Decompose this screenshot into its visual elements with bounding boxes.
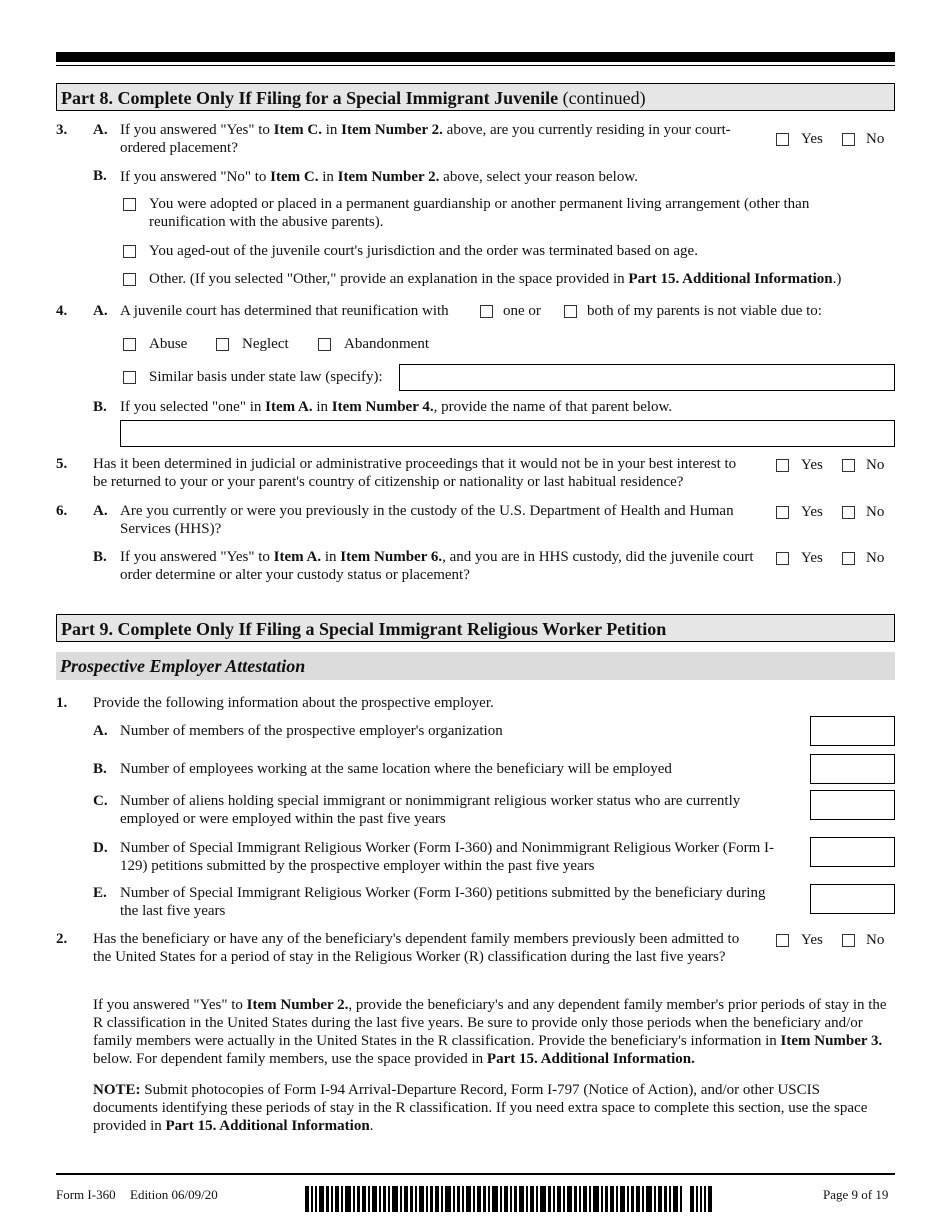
q3b-agedout-checkbox[interactable] (123, 245, 136, 258)
q3b-other-label: Other. (If you selected "Other," provide an explanation in the space provided in Part 15. Additional Information.) (149, 271, 842, 287)
p9-q1a-text: Number of members of the prospective employer's organization (120, 723, 503, 739)
q3-number: 3. (56, 122, 68, 138)
footer-edition: Edition 06/09/20 (130, 1187, 218, 1202)
p9-q2-text: Has the beneficiary or have any of the beneficiary's dependent family members previously been admitted to the United States for a period of stay in the Religious Worker (R) classification during the last five years? (93, 931, 740, 965)
q6a-no-checkbox[interactable] (842, 506, 855, 519)
q4-neglect-label: Neglect (242, 336, 289, 352)
part9-subhead: Prospective Employer Attestation (56, 652, 895, 680)
q6b-no-label: No (866, 550, 885, 566)
q4-similar-label: Similar basis under state law (specify): (149, 369, 383, 385)
q5-yes-label: Yes (801, 457, 823, 473)
p9-q2-instructions: If you answered "Yes" to Item Number 2., provide the beneficiary's and any dependent family member's prior periods of stay in the R classification in the United States during the last five years. Be sure to provide only those periods when the beneficiary and/or family members were actually in the United States in the R classification. Provide the beneficiary's information in Item Number 3. below. For dependent family members, use the space provided in Part 15. Additional Information. (93, 997, 887, 1067)
q6b-yes-label: Yes (801, 550, 823, 566)
q3a-no-checkbox[interactable] (842, 133, 855, 146)
footer-rule (56, 1173, 895, 1175)
top-rule-thick (56, 52, 895, 62)
p9-q1d-text: Number of Special Immigrant Religious Worker (Form I-360) and Nonimmigrant Religious Worker (Form I-129) petitions submitted by the prospective employer within the past five years (120, 840, 774, 874)
p9-q1a-input[interactable] (810, 716, 895, 746)
q4a-text: A juvenile court has determined that reunification with (120, 303, 449, 319)
q6b-yes-checkbox[interactable] (776, 552, 789, 565)
p9-q1d-input[interactable] (810, 837, 895, 867)
q4a-label: A. (93, 303, 108, 319)
p9-q2-no-label: No (866, 932, 885, 948)
p9-q1d-label: D. (93, 840, 108, 856)
q4a-one-checkbox[interactable] (480, 305, 493, 318)
q3a-no-label: No (866, 131, 885, 147)
p9-q1e-label: E. (93, 885, 107, 901)
p9-q1b-text: Number of employees working at the same location where the beneficiary will be employed (120, 761, 672, 777)
q4-abuse-label: Abuse (149, 336, 188, 352)
p9-q2-yes-checkbox[interactable] (776, 934, 789, 947)
q3a-label: A. (93, 122, 108, 138)
p9-q1e-input[interactable] (810, 884, 895, 914)
q3b-adopted-label: You were adopted or placed in a permanent guardianship or another permanent living arrangement (other than reunification with the abusive parents). (149, 196, 810, 230)
p9-q2-yes-label: Yes (801, 932, 823, 948)
q6a-yes-label: Yes (801, 504, 823, 520)
q4a-both-label: both of my parents is not viable due to: (587, 303, 822, 319)
q4-abandonment-label: Abandonment (344, 336, 429, 352)
q6a-no-label: No (866, 504, 885, 520)
part8-title: Part 8. Complete Only If Filing for a Special Immigrant Juvenile (61, 88, 559, 108)
q3a-yes-label: Yes (801, 131, 823, 147)
q5-yes-checkbox[interactable] (776, 459, 789, 472)
q4b-parent-name-input[interactable] (120, 420, 895, 447)
footer-page: Page 9 of 19 (823, 1187, 889, 1202)
q4-neglect-checkbox[interactable] (216, 338, 229, 351)
q5-no-label: No (866, 457, 885, 473)
p9-q1e-text: Number of Special Immigrant Religious Worker (Form I-360) petitions submitted by the beneficiary during the last five years (120, 885, 766, 919)
footer-form: Form I-360 (56, 1187, 116, 1202)
p9-q2-no-checkbox[interactable] (842, 934, 855, 947)
q3b-agedout-label: You aged-out of the juvenile court's jurisdiction and the order was terminated based on age. (149, 243, 698, 259)
q6a-yes-checkbox[interactable] (776, 506, 789, 519)
q6b-text: If you answered "Yes" to Item A. in Item Number 6., and you are in HHS custody, did the juvenile court order determine or alter your custody status or placement? (120, 549, 754, 583)
q4-similar-specify-input[interactable] (399, 364, 895, 391)
p9-q1-number: 1. (56, 695, 68, 711)
part9-header (56, 614, 895, 642)
p9-q1c-input[interactable] (810, 790, 895, 820)
q3b-label: B. (93, 168, 107, 184)
q4-number: 4. (56, 303, 68, 319)
q6-number: 6. (56, 503, 68, 519)
q4a-both-checkbox[interactable] (564, 305, 577, 318)
q5-number: 5. (56, 456, 68, 472)
q3b-text: If you answered "No" to Item C. in Item Number 2. above, select your reason below. (120, 169, 638, 185)
p9-q2-note: NOTE: Submit photocopies of Form I-94 Arrival-Departure Record, Form I-797 (Notice of Action), and/or other USCIS documents identifying these periods of stay in the R classification. If you need extra space to complete this section, use the space provided in Part 15. Additional Information. (93, 1082, 868, 1134)
q3a-yes-checkbox[interactable] (776, 133, 789, 146)
part8-title-cont: (continued) (558, 88, 646, 108)
p9-q1c-text: Number of aliens holding special immigrant or nonimmigrant religious worker status who are currently employed or were employed within the past five years (120, 793, 741, 827)
q6a-text: Are you currently or were you previously in the custody of the U.S. Department of Health and Human Services (HHS)? (120, 503, 734, 537)
q4-similar-checkbox[interactable] (123, 371, 136, 384)
p9-q2-number: 2. (56, 931, 68, 947)
q6b-no-checkbox[interactable] (842, 552, 855, 565)
q4a-one-label: one or (503, 303, 541, 319)
q5-text: Has it been determined in judicial or administrative proceedings that it would not be in your best interest to be returned to your or your parent's country of citizenship or nationality or last habitual residence? (93, 456, 737, 490)
q4b-label: B. (93, 399, 107, 415)
p9-q1b-label: B. (93, 761, 107, 777)
p9-q1b-input[interactable] (810, 754, 895, 784)
p9-q1a-label: A. (93, 723, 108, 739)
q3a-text: If you answered "Yes" to Item C. in Item Number 2. above, are you currently residing in your court-ordered placement? (120, 122, 731, 156)
q3b-adopted-checkbox[interactable] (123, 198, 136, 211)
p9-q1c-label: C. (93, 793, 108, 809)
part9-title: Part 9. Complete Only If Filing a Special Immigrant Religious Worker Petition (61, 619, 667, 639)
q6a-label: A. (93, 503, 108, 519)
q4-abuse-checkbox[interactable] (123, 338, 136, 351)
q4-abandonment-checkbox[interactable] (318, 338, 331, 351)
top-rule-thin (56, 65, 895, 66)
q4b-text: If you selected "one" in Item A. in Item Number 4., provide the name of that parent below. (120, 399, 673, 415)
q3b-other-checkbox[interactable] (123, 273, 136, 286)
part8-header (56, 83, 895, 111)
p9-q1-text: Provide the following information about the prospective employer. (93, 695, 494, 711)
barcode-image (305, 1186, 712, 1212)
q6b-label: B. (93, 549, 107, 565)
q5-no-checkbox[interactable] (842, 459, 855, 472)
